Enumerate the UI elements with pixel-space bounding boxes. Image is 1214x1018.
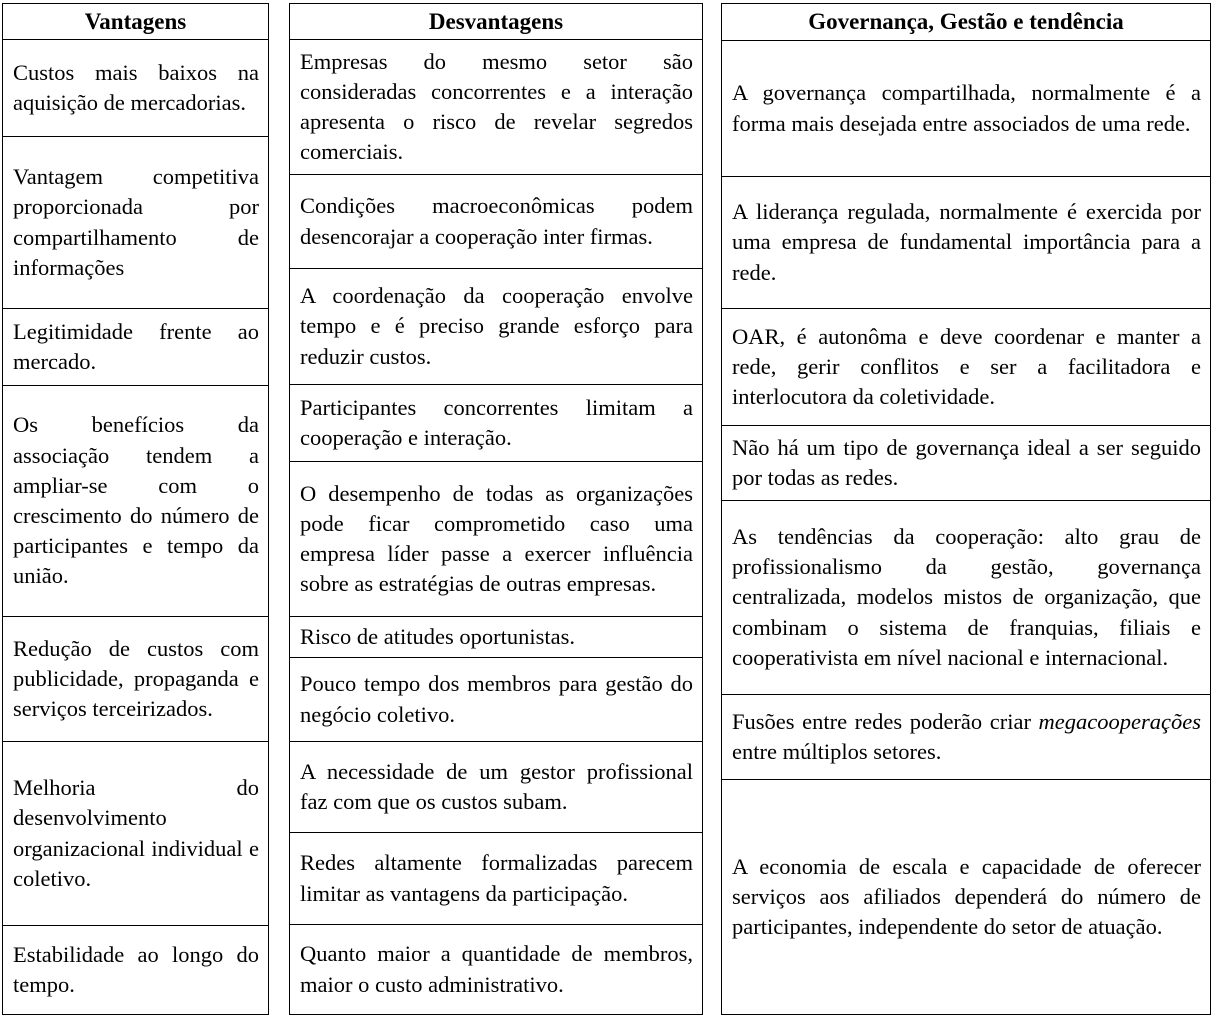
cell-text: Melhoria do desenvolvimento organizacional individual e coletivo. [13,775,259,891]
table-cell [289,384,703,462]
cell-text: Vantagem competitiva proporcionada por compartilhamento de informações [13,164,259,280]
table-cell [289,39,703,175]
table-cell [2,39,269,137]
cell-text: Não há um tipo de governança ideal a ser seguido por todas as redes. [732,434,1201,490]
cell-text: A economia de escala e capacidade de oferecer serviços aos afiliados dependerá do número de participantes, independente do setor de atuação. [732,853,1201,940]
table-cell [721,500,1211,695]
column-header: Vantagens [2,3,269,40]
cell-text: Os benefícios da associação tendem a ampliar-se com o crescimento do número de participantes e tempo da união. [13,412,259,589]
cell-text: A liderança regulada, normalmente é exercida por uma empresa de fundamental importância para a rede. [732,199,1201,285]
cell-text: Redução de custos com publicidade, propaganda e serviços terceirizados. [13,635,259,722]
table-cell [2,741,269,926]
cell-text-emphasis: megacooperações [1038,708,1201,734]
table-cell [289,657,703,742]
cell-text: Empresas do mesmo setor são consideradas concorrentes e a interação apresenta o risco de revelar segredos comerciais. [300,48,693,165]
table-cell [289,616,703,658]
table-cell [721,40,1211,177]
cell-text: OAR, é autonôma e deve coordenar e manter a rede, gerir conflitos e ser a facilitadora e interlocutora da coletividade. [732,323,1201,410]
table-cell [289,461,703,617]
cell-text: Risco de atitudes oportunistas. [300,623,575,649]
cell-text: A governança compartilhada, normalmente é a forma mais desejada entre associados de uma rede. [732,80,1201,136]
cell-text: Legitimidade frente ao mercado. [13,318,259,374]
cell-text: Estabilidade ao longo do tempo. [13,941,259,997]
cell-text [732,707,1201,767]
table-cell [721,694,1211,780]
cell-text: O desempenho de todas as organizações pode ficar comprometido caso uma empresa líder passe a exercer influência sobre as estratégias de outras empresas. [300,480,693,597]
table-cell [721,308,1211,426]
table-cell [2,925,269,1015]
cell-text: Custos mais baixos na aquisição de mercadorias. [13,59,259,115]
cell-text: As tendências da cooperação: alto grau de profissionalismo da gestão, governança centralizada, modelos mistos de organização, que combinam o sistema de franquias, filiais e cooperativista em nível nacional e internacional. [732,523,1201,670]
table-cell [289,924,703,1015]
cell-text: Pouco tempo dos membros para gestão do negócio coletivo. [300,671,693,727]
cell-text: Condições macroeconômicas podem desencorajar a cooperação inter firmas. [300,193,693,249]
table-cell [289,832,703,925]
cell-text-after: entre múltiplos setores. [732,739,942,764]
table-cell [721,425,1211,501]
cell-text: Redes altamente formalizadas parecem limitar as vantagens da participação. [300,850,693,906]
table-cell [2,616,269,742]
cell-text: A coordenação da cooperação envolve tempo e é preciso grande esforço para reduzir custos. [300,283,693,369]
cell-text: A necessidade de um gestor profissional faz com que os custos subam. [300,758,693,814]
table-cell [289,174,703,269]
column-header: Desvantagens [289,3,703,40]
table-cell [289,741,703,833]
table-cell [289,268,703,385]
table-cell [2,385,269,617]
table-cell [721,779,1211,1015]
table-cell [721,176,1211,309]
column-header: Governança, Gestão e tendência [721,3,1211,41]
table-cell [2,136,269,309]
cell-text-before: Fusões entre redes poderão criar [732,708,1031,734]
table-cell [2,308,269,386]
cell-text: Quanto maior a quantidade de membros, maior o custo administrativo. [300,941,693,997]
cell-text: Participantes concorrentes limitam a cooperação e interação. [300,394,693,450]
